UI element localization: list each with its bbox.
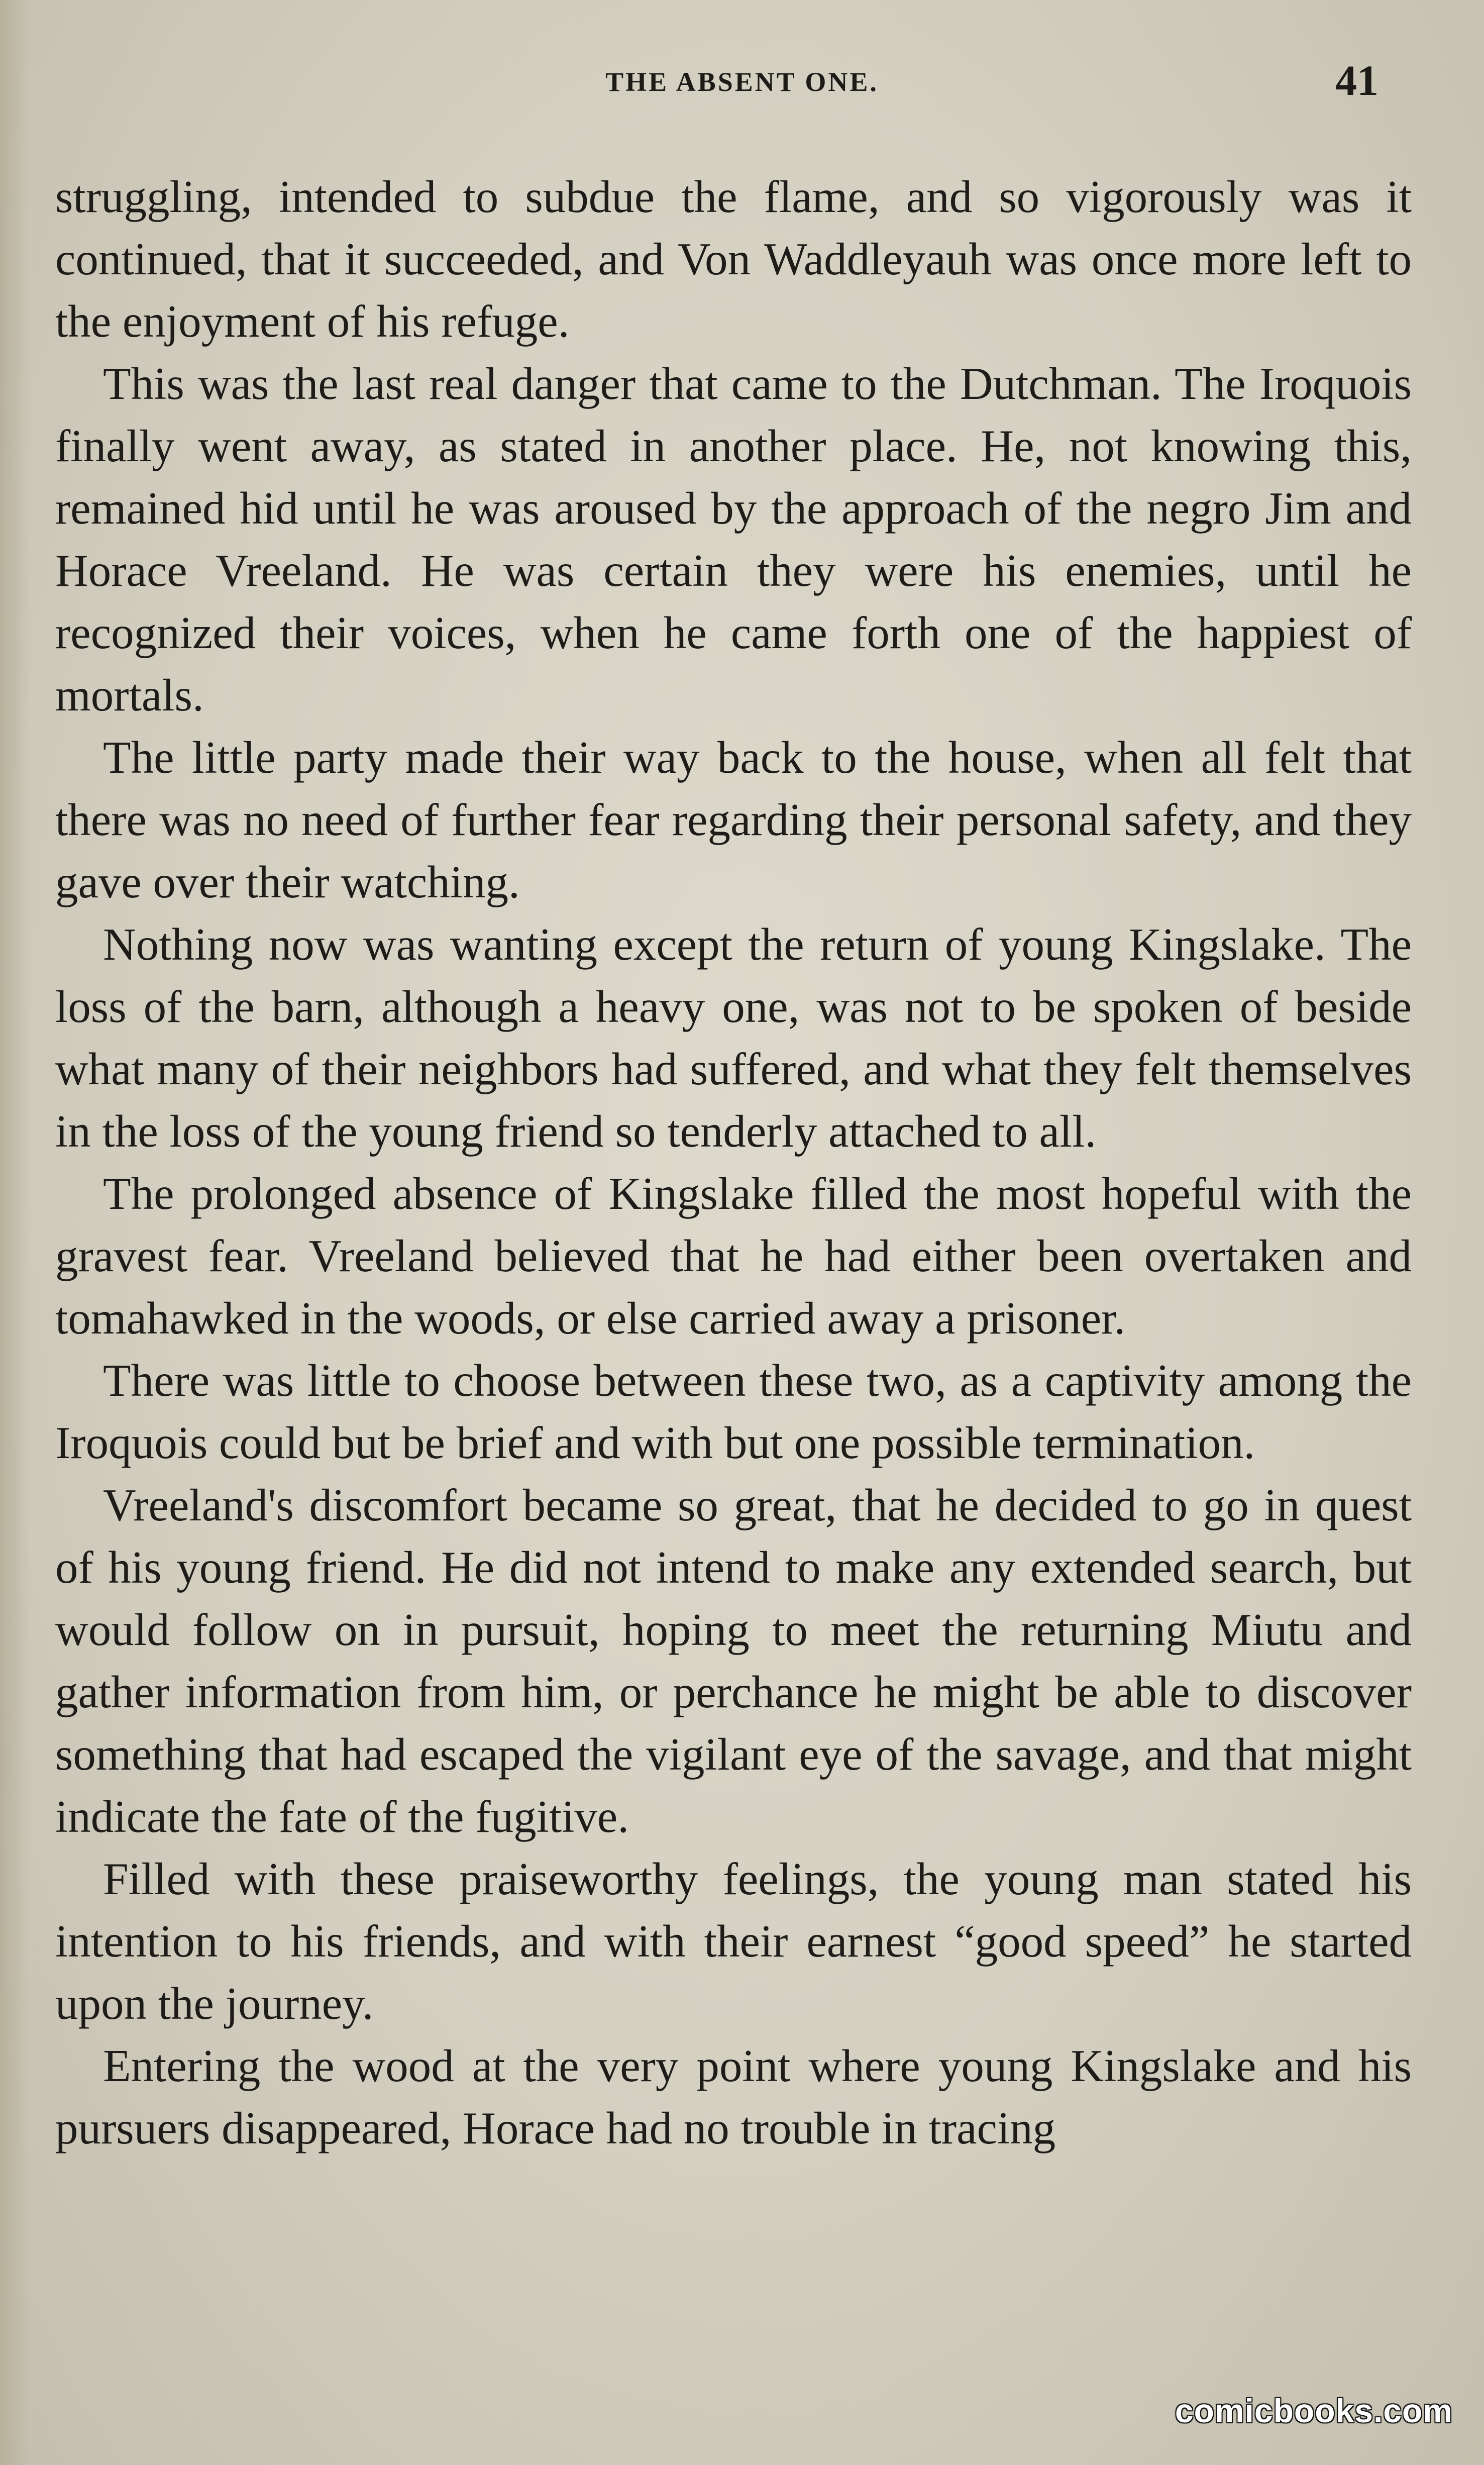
running-title: THE ABSENT ONE. xyxy=(605,67,879,97)
paragraph-2: This was the last real danger that came to the Dutchman. The Iroquois finally went away, as stated in another place. He, not knowing this, remained hid until he was aroused by the approach of the negro Jim and Horace Vreeland. He was certain they were his enemies, until he recognized their voices, when he came forth one of the happiest of mortals. xyxy=(55,358,1412,721)
paragraph-1: struggling, intended to subdue the flame, and so vigorously was it continued, that it succeeded, and Von Waddleyauh was once more left to the enjoyment of his refuge. xyxy=(55,171,1412,347)
paragraph-6: There was little to choose between these two, as a captivity among the Iroquois could but be brief and with but one possible termination. xyxy=(55,1355,1412,1468)
paragraph-9: Entering the wood at the very point where young Kingslake and his pursuers disappeared, Horace had no trouble in tracing xyxy=(55,2040,1412,2153)
page-header xyxy=(0,55,1484,116)
paragraph-7: Vreeland's discomfort became so great, that he decided to go in quest of his young friend. He did not intend to make any extended search, but would follow on in pursuit, hoping to meet the returning Miutu and gather information from him, or perchance he might be able to discover something that had escaped the vigilant eye of the savage, and that might indicate the fate of the fugitive. xyxy=(55,1480,1412,1842)
paragraph-4: Nothing now was wanting except the return of young Kingslake. The loss of the barn, although a heavy one, was not to be spoken of beside what many of their neighbors had suffered, and what they felt themselves in the loss of the young friend so tenderly attached to all. xyxy=(55,919,1412,1157)
page-shadow-edge xyxy=(0,0,30,2465)
paragraph-3: The little party made their way back to the house, when all felt that there was no need of further fear regarding their personal safety, and they gave over their watching. xyxy=(55,732,1412,907)
paragraph-8: Filled with these praiseworthy feelings, the young man stated his intention to his friends, and with their earnest “good speed” he started upon the journey. xyxy=(55,1854,1412,2029)
body-text xyxy=(55,166,1412,2160)
watermark-logo: comicbooks.com xyxy=(1175,2392,1453,2429)
page-number: 41 xyxy=(1335,56,1379,105)
paragraph-5: The prolonged absence of Kingslake filled the most hopeful with the gravest fear. Vreeland believed that he had either been overtaken and tomahawked in the woods, or else carried away a prisoner. xyxy=(55,1168,1412,1344)
